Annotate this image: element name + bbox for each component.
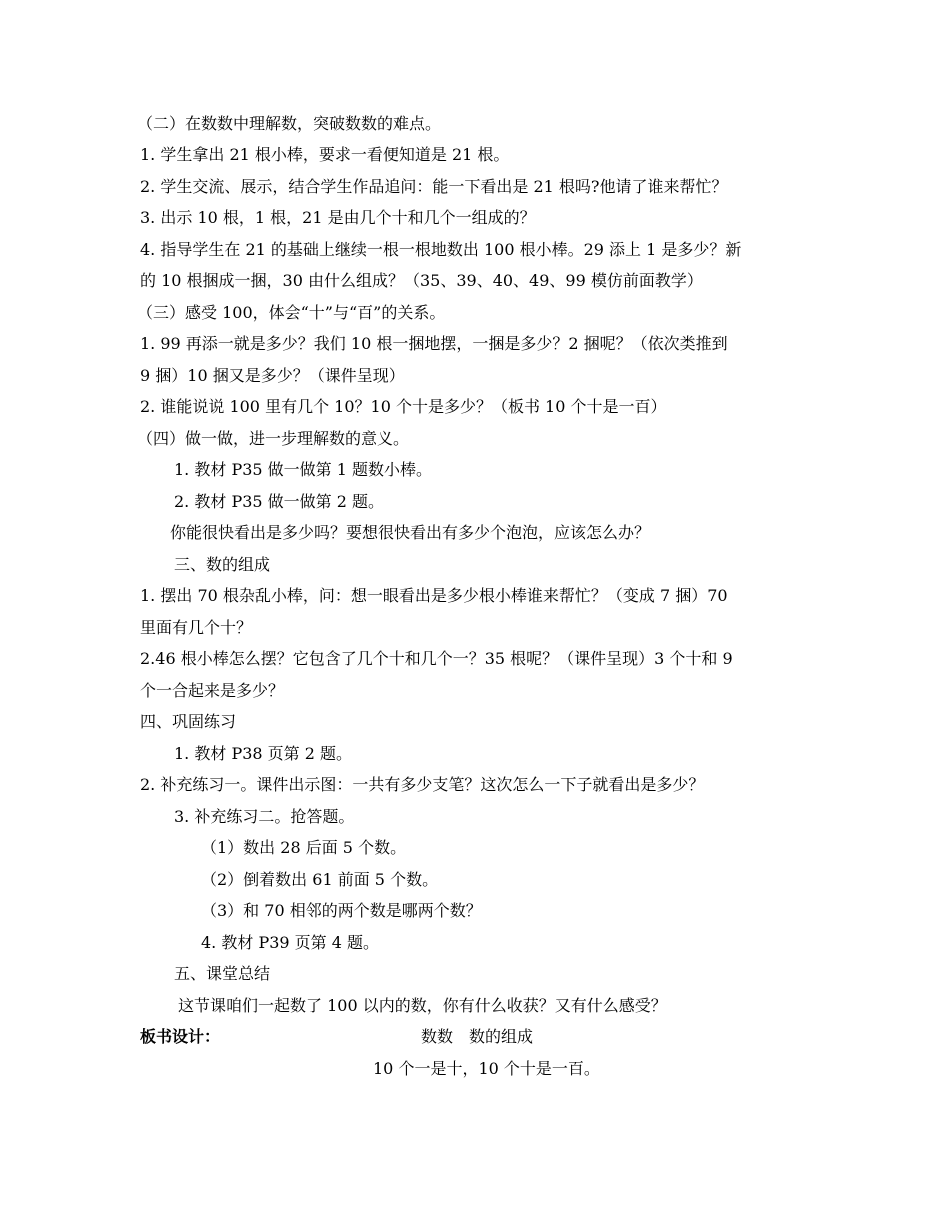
paragraph-line: （1）数出 28 后面 5 个数。 xyxy=(201,838,407,857)
paragraph-line: 2. 谁能说说 100 里有几个 10？10 个十是多少？（板书 10 个十是一百） xyxy=(140,397,667,416)
paragraph-line: 2.46 根小棒怎么摆？它包含了几个十和几个一？35 根呢？（课件呈现）3 个十和 9 xyxy=(140,649,733,668)
section-heading-composition: 三、数的组成 xyxy=(174,555,271,574)
paragraph-line: 2. 学生交流、展示，结合学生作品追问：能一下看出是 21 根吗?他请了谁来帮忙？ xyxy=(140,177,728,196)
section-heading-3: （三）感受 100，体会“十”与“百”的关系。 xyxy=(137,303,446,322)
paragraph-line: （2）倒着数出 61 前面 5 个数。 xyxy=(201,870,439,889)
section-heading-summary: 五、课堂总结 xyxy=(174,964,271,983)
paragraph-line: 2. 补充练习一。课件出示图：一共有多少支笔？这次怎么一下子就看出是多少？ xyxy=(140,775,705,794)
board-summary: 10 个一是十，10 个十是一百。 xyxy=(373,1059,600,1078)
paragraph-line: 3. 补充练习二。抢答题。 xyxy=(174,807,355,826)
board-title: 数数 数的组成 xyxy=(421,1027,534,1046)
paragraph-line: 1. 教材 P35 做一做第 1 题数小棒。 xyxy=(174,460,433,479)
paragraph-line: 4. 指导学生在 21 的基础上继续一根一根地数出 100 根小棒。29 添上 1 是多少？新 xyxy=(140,240,742,259)
paragraph-line: 你能很快看出是多少吗？要想很快看出有多少个泡泡，应该怎么办？ xyxy=(170,523,651,542)
section-heading-practice: 四、巩固练习 xyxy=(140,712,237,731)
paragraph-line: 1. 摆出 70 根杂乱小棒，问：想一眼看出是多少根小棒谁来帮忙？（变成 7 捆）70 xyxy=(140,586,728,605)
paragraph-line: 1. 学生拿出 21 根小棒，要求一看便知道是 21 根。 xyxy=(140,145,510,164)
section-heading-2: （二）在数数中理解数，突破数数的难点。 xyxy=(137,114,442,133)
paragraph-line: 里面有几个十？ xyxy=(140,618,253,637)
paragraph-line: 2. 教材 P35 做一做第 2 题。 xyxy=(174,492,385,511)
paragraph-line: 9 捆）10 捆又是多少？（课件呈现） xyxy=(140,366,405,385)
paragraph-line: （3）和 70 相邻的两个数是哪两个数？ xyxy=(201,901,482,920)
paragraph-line: 3. 出示 10 根，1 根，21 是由几个十和几个一组成的？ xyxy=(140,208,536,227)
paragraph-line: 这节课咱们一起数了 100 以内的数，你有什么收获？又有什么感受？ xyxy=(178,996,667,1015)
paragraph-line: 1. 教材 P38 页第 2 题。 xyxy=(174,744,353,763)
paragraph-line: 4. 教材 P39 页第 4 题。 xyxy=(201,933,380,952)
section-heading-4: （四）做一做，进一步理解数的意义。 xyxy=(137,429,410,448)
paragraph-line: 的 10 根捆成一捆，30 由什么组成？（35、39、40、49、99 模仿前面教学） xyxy=(140,271,703,290)
board-design-label: 板书设计： xyxy=(140,1027,221,1046)
paragraph-line: 个一合起来是多少？ xyxy=(140,681,285,700)
paragraph-line: 1. 99 再添一就是多少？我们 10 根一捆地摆，一捆是多少？2 捆呢？（依次类推到 xyxy=(140,334,728,353)
